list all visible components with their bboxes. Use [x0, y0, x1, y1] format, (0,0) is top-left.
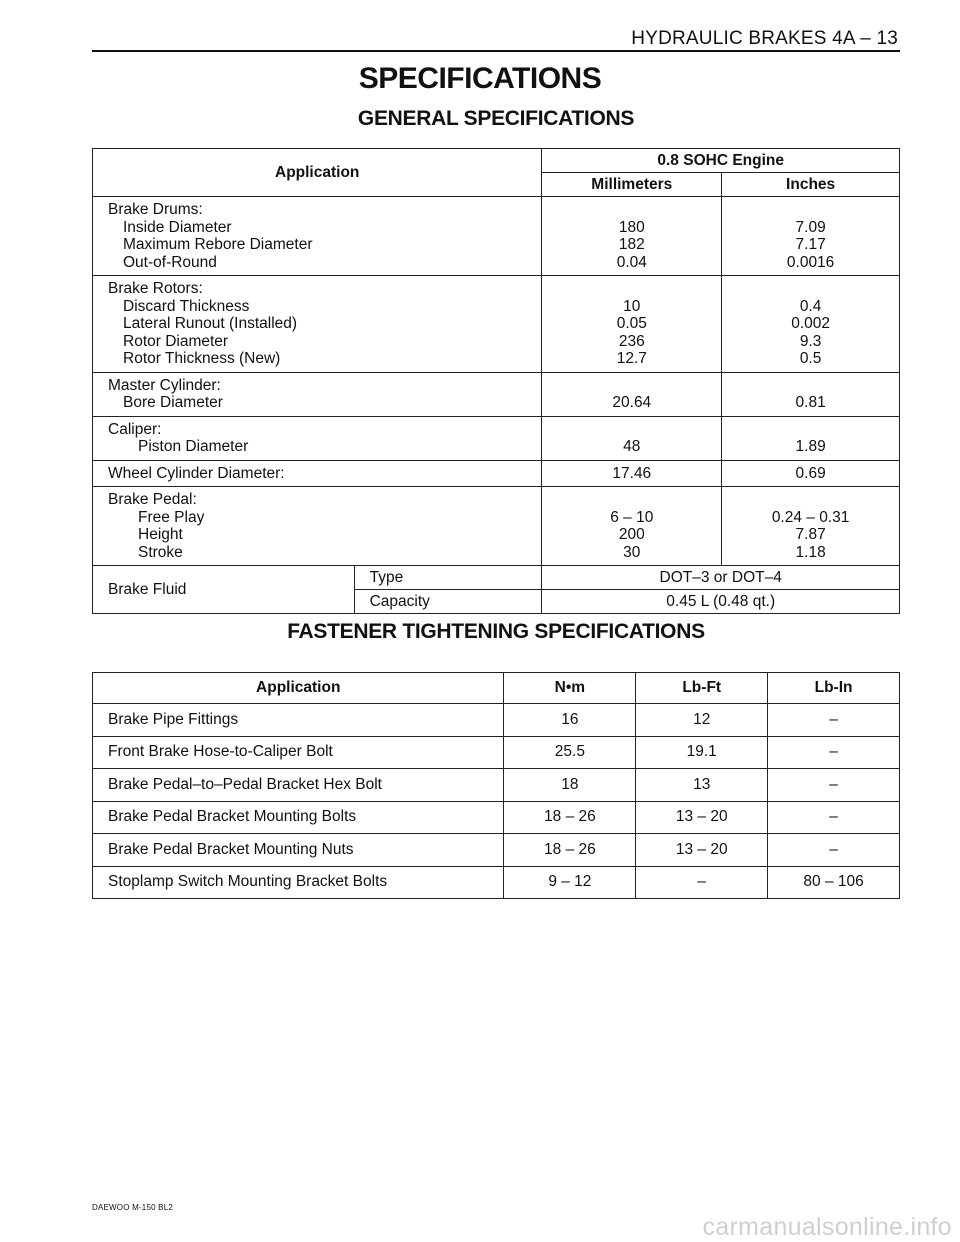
table-row: [93, 460, 900, 487]
table-cell: –: [768, 801, 900, 834]
column-header: Application: [93, 673, 504, 704]
table-cell: –: [768, 704, 900, 737]
table-cell: Brake Pedal Bracket Mounting Nuts: [93, 834, 504, 867]
value-mm: 10: [623, 297, 641, 315]
table-cell: 13 – 20: [636, 834, 768, 867]
value-mm: 30: [623, 543, 641, 561]
header-rule: [92, 50, 900, 52]
value-mm: 182: [618, 236, 645, 253]
value-in: 0.69: [722, 460, 900, 487]
value-mm: 180: [618, 218, 645, 236]
value-in: 0.5: [799, 350, 822, 367]
value-in: 1.18: [795, 543, 826, 561]
value-in: 1.89: [795, 438, 826, 455]
inches-header: Inches: [722, 173, 900, 197]
table-row: [93, 372, 900, 416]
value-in: 7.17: [795, 236, 826, 253]
value-mm: 0.05: [616, 315, 647, 332]
value-mm: 0.04: [616, 253, 647, 271]
value-in: 7.09: [795, 218, 826, 236]
value-mm: 236: [618, 332, 645, 350]
group-title: Brake Rotors:: [108, 280, 203, 297]
table-row: [93, 416, 900, 460]
table-cell: 25.5: [504, 736, 636, 769]
table-row: [93, 866, 900, 899]
column-header: N•m: [504, 673, 636, 704]
spec-name: Maximum Rebore Diameter: [123, 236, 313, 253]
table-cell: –: [768, 834, 900, 867]
fluid-type-value: DOT–3 or DOT–4: [542, 566, 900, 590]
table-row: [93, 736, 900, 769]
column-header: Lb-Ft: [636, 673, 768, 704]
table-cell: 18 – 26: [504, 801, 636, 834]
page-header-title: HYDRAULIC BRAKES 4A – 13: [631, 28, 898, 49]
value-in: 0.0016: [786, 253, 835, 271]
spec-name: Height: [138, 526, 183, 543]
spec-name: Inside Diameter: [123, 218, 232, 236]
brake-fluid-label: Brake Fluid: [93, 566, 355, 614]
spec-name: Out-of-Round: [123, 253, 217, 271]
value-mm: 17.46: [542, 460, 722, 487]
watermark: carmanualsonline.info: [702, 1213, 952, 1241]
fluid-type-label: Type: [354, 566, 542, 590]
table-cell: 13 – 20: [636, 801, 768, 834]
value-in: 7.87: [795, 526, 826, 543]
spec-name: Rotor Diameter: [123, 332, 229, 350]
table-row: [93, 276, 900, 373]
spec-name: Stroke: [138, 543, 183, 561]
group-title: Brake Pedal:: [108, 491, 197, 508]
group-title: Caliper:: [108, 420, 162, 438]
spec-name: Lateral Runout (Installed): [123, 315, 298, 332]
spec-name: Wheel Cylinder Diameter:: [93, 460, 542, 487]
table-cell: 12: [636, 704, 768, 737]
column-header: Lb-In: [768, 673, 900, 704]
table-row: [93, 834, 900, 867]
millimeters-header: Millimeters: [542, 173, 722, 197]
application-header: Application: [93, 149, 542, 197]
group-title: Brake Drums:: [108, 201, 203, 218]
table-row: [93, 487, 900, 566]
value-in: 0.4: [799, 297, 822, 315]
table-row: [93, 704, 900, 737]
fastener-tightening-table: [92, 672, 900, 899]
spec-name: Bore Diameter: [123, 394, 223, 411]
value-mm: 20.64: [612, 394, 652, 411]
table-row: [93, 801, 900, 834]
table-cell: 18 – 26: [504, 834, 636, 867]
spec-name: Free Play: [138, 508, 205, 526]
table-header-row: [93, 673, 900, 704]
value-mm: 12.7: [616, 350, 647, 367]
table-cell: 13: [636, 769, 768, 802]
table-cell: Front Brake Hose-to-Caliper Bolt: [93, 736, 504, 769]
table-cell: –: [636, 866, 768, 899]
group-title: Master Cylinder:: [108, 376, 221, 394]
table-cell: Brake Pedal–to–Pedal Bracket Hex Bolt: [93, 769, 504, 802]
table-cell: 16: [504, 704, 636, 737]
table-cell: 9 – 12: [504, 866, 636, 899]
footer-code: DAEWOO M-150 BL2: [92, 1203, 174, 1212]
general-specifications-table: [92, 148, 900, 614]
table-cell: Stoplamp Switch Mounting Bracket Bolts: [93, 866, 504, 899]
value-mm: 6 – 10: [610, 508, 654, 526]
table-cell: 18: [504, 769, 636, 802]
engine-header: 0.8 SOHC Engine: [542, 149, 900, 173]
general-specifications-heading: GENERAL SPECIFICATIONS: [357, 107, 635, 130]
value-in: 0.002: [791, 315, 830, 332]
table-cell: Brake Pipe Fittings: [93, 704, 504, 737]
table-cell: 19.1: [636, 736, 768, 769]
value-mm: 200: [618, 526, 645, 543]
table-row: [93, 769, 900, 802]
value-in: 0.81: [795, 394, 826, 411]
table-cell: –: [768, 769, 900, 802]
fastener-specifications-heading: FASTENER TIGHTENING SPECIFICATIONS: [287, 620, 705, 643]
table-row: [93, 566, 900, 590]
value-in: 9.3: [799, 332, 822, 350]
table-row: [93, 197, 900, 276]
value-mm: 48: [623, 438, 641, 455]
table-cell: 80 – 106: [768, 866, 900, 899]
fluid-capacity-value: 0.45 L (0.48 qt.): [542, 590, 900, 614]
value-in: 0.24 – 0.31: [771, 508, 850, 526]
spec-name: Rotor Thickness (New): [123, 350, 281, 367]
fluid-capacity-label: Capacity: [354, 590, 542, 614]
spec-name: Piston Diameter: [138, 438, 249, 455]
table-cell: –: [768, 736, 900, 769]
specifications-heading: SPECIFICATIONS: [358, 62, 602, 95]
table-cell: Brake Pedal Bracket Mounting Bolts: [93, 801, 504, 834]
spec-name: Discard Thickness: [123, 297, 250, 315]
